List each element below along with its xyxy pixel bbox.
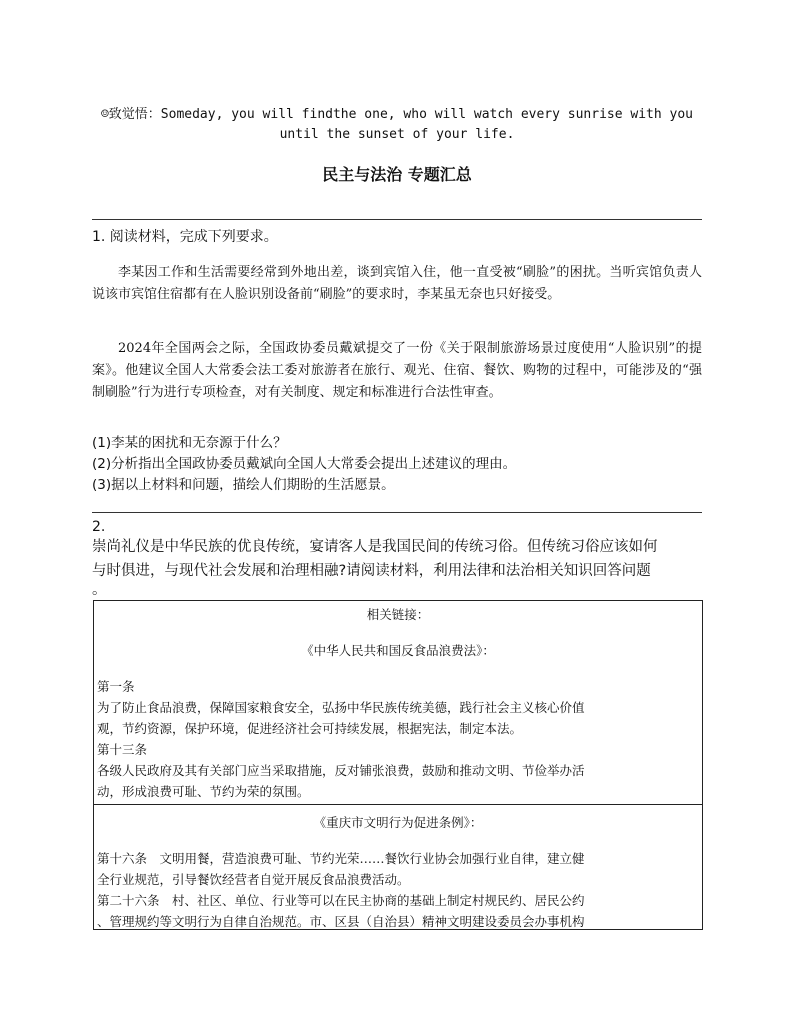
article-1-label: 第一条 [97,679,135,694]
article-1-line-1: 为了防止食品浪费，保障国家粮食安全，弘扬中华民族传统美德，践行社会主义核心价值 [97,700,585,715]
q2-intro-line-2: 与时俱进，与现代社会发展和治理相融?请阅读材料，利用法律和法治相关知识回答问题 [92,563,651,579]
article-16-line-2: 全行业规范，引导餐饮经营者自觉开展反食品浪费活动。 [97,872,410,887]
article-13-line-1: 各级人民政府及其有关部门应当采取措施，反对铺张浪费，鼓励和推动文明、节俭举办活 [97,763,585,778]
motto-line-1: ☺致觉悟：Someday, you will findthe one, who will watch every sunrise with you [100,107,694,122]
article-16-line-1: 第十六条 文明用餐，营造浪费可耻、节约光荣……餐饮行业协会加强行业自律，建立健 [97,851,585,866]
box-divider [94,804,702,805]
q1-material-paragraph-2: 2024年全国两会之际，全国政协委员戴斌提交了一份《关于限制旅游场景过度使用“人脸识别”的提案》。他建议全国人大常委会法工委对旅游者在旅行、观光、住宿、餐饮、购物的过程中，可能涉及的“强制刷脸”行为进行专项检查，对有关制度、规定和标准进行合法性审查。 [92,341,702,400]
law2-articles [97,848,699,930]
q2-intro [92,535,704,597]
q1-material-paragraph-1: 李某因工作和生活需要经常到外地出差，谈到宾馆入住，他一直受被“刷脸”的困扰。当听宾馆负责人说该市宾馆住宿都有在人脸识别设备前“刷脸”的要求时，李某虽无奈也只好接受。 [92,265,702,302]
page-title: 民主与法治 专题汇总 [322,165,472,184]
article-13-label: 第十三条 [97,742,148,757]
q1-subquestion-1: (1)李某的困扰和无奈源于什么？ [92,435,287,451]
q1-subquestions [92,433,702,496]
article-26-line-1: 第二十六条 村、社区、单位、行业等可以在民主协商的基础上制定村规民约、居民公约 [97,893,585,908]
box-heading: 相关链接： [366,607,430,622]
motto-line-2: until the sunset of your life. [279,127,515,142]
law-title-food-waste: 《中华人民共和国反食品浪费法》： [301,643,495,658]
article-13-line-2: 动，形成浪费可耻、节约为荣的氛围。 [97,784,310,799]
law1-articles [97,676,699,802]
law-title-chongqing: 《重庆市文明行为促进条例》： [313,815,483,830]
related-links-box [93,600,703,930]
divider-q1 [92,219,702,220]
q2-intro-line-1: 崇尚礼仪是中华民族的优良传统，宴请客人是我国民间的传统习俗。但传统习俗应该如何 [92,539,658,555]
divider-q2 [92,512,702,513]
motto [92,105,702,145]
article-1-line-2: 观，节约资源，保护环境，促进经济社会可持续发展，根据宪法，制定本法。 [97,721,523,736]
q1-subquestion-3: (3)据以上材料和问题，描绘人们期盼的生活愿景。 [92,477,395,493]
q1-subquestion-2: (2)分析指出全国政协委员戴斌向全国人大常委会提出上述建议的理由。 [92,456,517,472]
q1-heading: 1. 阅读材料，完成下列要求。 [92,229,278,245]
q2-intro-line-3: 。 [92,582,107,598]
q2-number: 2. [92,519,106,535]
article-26-line-2: 、管理规约等文明行为自律自治规范。市、区县（自治县）精神文明建设委员会办事机构 [97,914,585,929]
